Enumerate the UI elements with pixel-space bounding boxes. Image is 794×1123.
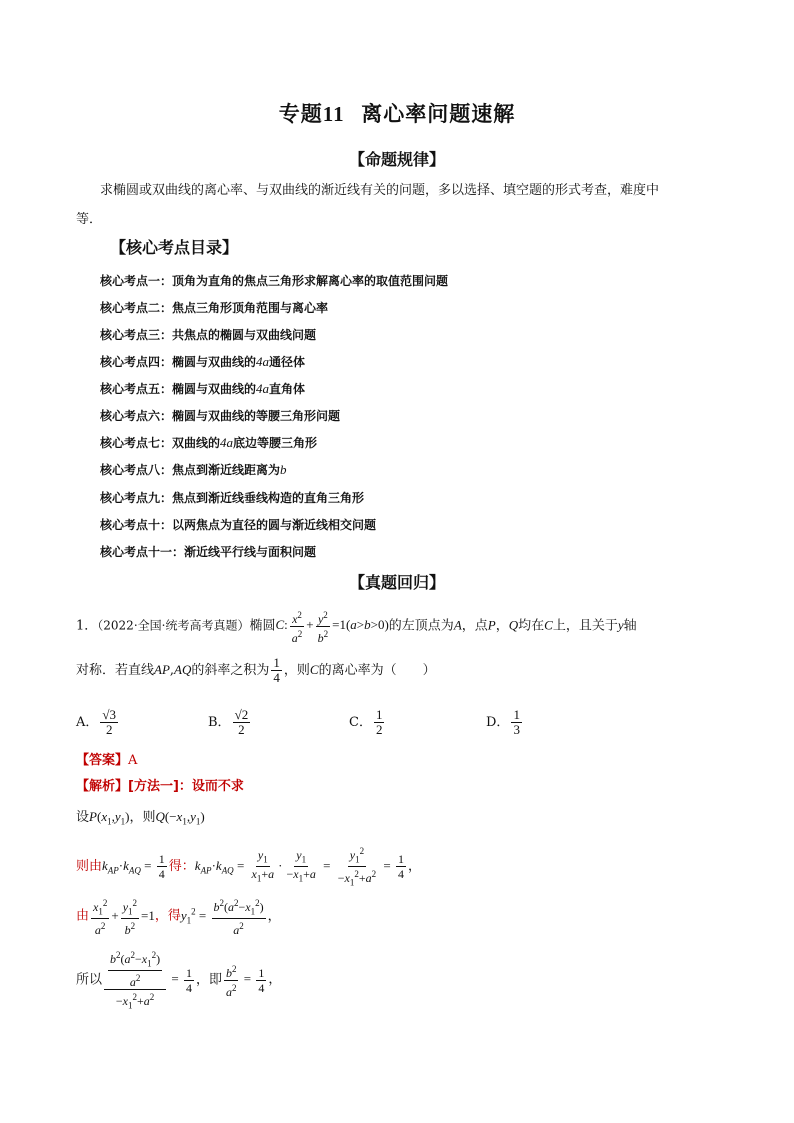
q1-ellipse-equation: C: $\frac{x^2}{a^2}$ + $\frac{y^2}{b^2}$ =1(a>b>0) [275, 610, 389, 645]
step2-derivation: $k_{AP}\cdot k_{AQ}$ = $\frac{y_1}{x_1+a}$ · $\frac{y_1}{-x_1+a}$ = $\frac{y_1^2}{-x_1^2+a^2}$ = $\frac{1}{4}$ ， [194, 846, 421, 888]
step1-b: ，则 [129, 810, 156, 825]
toc-item-5-post: 直角体 [269, 382, 306, 396]
q1-stem-a: 椭圆 [249, 618, 276, 634]
toc-item-5-pre: 核心考点五：椭圆与双曲线的 [100, 382, 257, 396]
step4-result: $\frac{b^2}{a^2}$ = $\frac{1}{4}$ ， [225, 963, 282, 999]
page-title [0, 98, 794, 128]
toc-item-4-post: 通径体 [269, 355, 306, 369]
toc-item-10: 核心考点十：以两焦点为直径的圆与渐近线相交问题 [100, 518, 377, 532]
option-b-label: B． [208, 715, 231, 730]
analysis-label: 【解析】 [76, 779, 129, 794]
q1-line2-c: ，则 [283, 663, 310, 678]
step2-condition: $k_{AP}\cdot k_{AQ}$ = $\frac{1}{4}$ [102, 852, 165, 882]
q1-stem-d: 均在 [518, 618, 545, 634]
title-number: 11 [322, 102, 345, 126]
toc-item-11: 核心考点十一：渐近线平行线与面积问题 [100, 545, 317, 559]
toc-item-7 [100, 434, 317, 451]
q1-stem-f: 轴 [623, 618, 637, 634]
toc-item-9: 核心考点九：焦点到渐近线垂线构造的直角三角形 [100, 491, 365, 505]
toc-item-5 [100, 380, 305, 397]
step3-result: $y_1^2$ = $\frac{b^2(a^2-x_1^2)}{a^2}$ ， [180, 898, 281, 938]
step4-a: 所以 [76, 972, 103, 988]
step3-a: 由 [76, 908, 90, 924]
option-b[interactable] [208, 708, 252, 737]
option-a[interactable] [76, 708, 120, 737]
q1-line2-a: 对称．若直线 [76, 663, 155, 678]
section-toc: 【核心考点目录】 [110, 238, 239, 257]
q1-number: 1． [76, 618, 98, 634]
step-1 [76, 806, 205, 833]
q1-stem-e: 上，且关于 [552, 618, 618, 634]
option-a-label: A． [76, 715, 99, 730]
step1-a: 设 [76, 810, 90, 825]
title-text: 离心率问题速解 [361, 101, 516, 126]
step-4 [76, 948, 281, 1013]
step2-b: 得： [168, 858, 195, 874]
toc-item-8-math: b [280, 462, 287, 477]
toc-item-1: 核心考点一：顶角为直角的焦点三角形求解离心率的取值范围问题 [100, 274, 449, 288]
step1-point-q: $Q(-x_1,y_1)$ [155, 809, 205, 827]
answer-line [76, 750, 137, 772]
section-real: 【真题回归】 [348, 573, 445, 592]
answer-label: 【答案】 [76, 753, 129, 768]
toc-item-4-pre: 核心考点四：椭圆与双曲线的 [100, 355, 257, 369]
option-c-value: $\frac{1}{2}$ [375, 707, 383, 737]
method-label: [方法一]：设而不求 [128, 779, 244, 794]
toc-item-4 [100, 353, 305, 370]
section-rules: 【命题规律】 [348, 150, 445, 169]
option-c[interactable] [349, 708, 386, 737]
toc-item-2: 核心考点二：焦点三角形顶角范围与离心率 [100, 301, 329, 315]
step-2 [76, 844, 421, 890]
analysis-line [76, 776, 244, 798]
toc-item-5-math: 4a [256, 381, 270, 396]
q1-line2-d: 的离心率为（ ） [318, 663, 436, 678]
option-c-label: C． [349, 715, 372, 730]
q1-stem-c: ，点 [461, 618, 488, 634]
step4-b: ，即 [195, 972, 222, 988]
toc-item-7-post: 底边等腰三角形 [233, 436, 318, 450]
step2-a: 则由 [76, 858, 103, 874]
step3-equation: $\frac{x_1^2}{a^2}$ + $\frac{y_1^2}{b^2}$ =1 [93, 898, 155, 938]
option-d[interactable] [486, 708, 524, 737]
q1-line2-b: 的斜率之积为 [191, 663, 270, 678]
option-a-value: $\frac{√3}{2}$ [102, 707, 117, 737]
toc-item-6: 核心考点六：椭圆与双曲线的等腰三角形问题 [100, 409, 341, 423]
q1-quarter-fraction: $\frac{1}{4}$ [273, 655, 280, 685]
step4-compound-fraction: $\frac{\frac{b^2(a^2-x_1^2)}{a^2}}{-x_1^2+a^2}$ = $\frac{1}{4}$ [102, 971, 196, 986]
rules-line2: 等． [76, 212, 103, 227]
toc-item-8 [100, 461, 287, 478]
toc-item-8-pre: 核心考点八：焦点到渐近线距离为 [100, 463, 281, 477]
q1-source: （2022·全国·统考高考真题） [97, 618, 250, 633]
option-b-value: $\frac{√2}{2}$ [234, 707, 249, 737]
q1-stem-b: 的左顶点为 [388, 618, 454, 634]
question-1-line2: 对称．若直线AP,AQ的斜率之积为 $\frac{1}{4}$ ，则C的离心率为（ ） [76, 655, 436, 685]
rules-line1: 求椭圆或双曲线的离心率、与双曲线的渐近线有关的问题，多以选择、填空题的形式考查，难度中 [100, 183, 660, 198]
option-d-label: D． [486, 715, 510, 730]
toc-item-4-math: 4a [256, 354, 270, 369]
answer-value: A [128, 753, 138, 768]
option-d-value: $\frac{1}{3}$ [513, 707, 520, 737]
title-prefix: 专题 [278, 101, 323, 126]
toc-item-7-math: 4a [220, 435, 234, 450]
step3-b: ，得 [154, 908, 181, 924]
toc-item-7-pre: 核心考点七：双曲线的 [100, 436, 221, 450]
step1-point-p: $P(x_1,y_1)$ [89, 809, 130, 827]
toc-item-3: 核心考点三：共焦点的椭圆与双曲线问题 [100, 328, 317, 342]
question-1-line1: 1．（2022·全国·统考高考真题）椭圆C: $\frac{x^2}{a^2}$ + $\frac{y^2}{b^2}$ =1(a>b>0)的左顶点为A，点P，Q均在C上，且关于y轴 [76, 610, 637, 645]
step-3 [76, 896, 281, 937]
